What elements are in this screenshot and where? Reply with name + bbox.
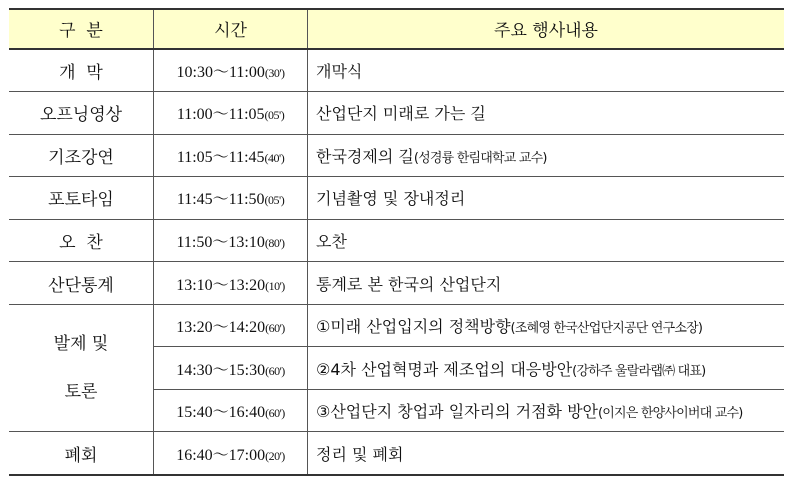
table-row (9, 177, 784, 220)
description-text: 오찬 (316, 231, 347, 251)
time-range: 14:30～15:30 (176, 361, 266, 379)
speaker-note: (성경륭 한림대학교 교수) (413, 150, 547, 166)
table-header-row (9, 9, 784, 49)
duration: (40') (264, 150, 285, 165)
duration: (60') (265, 363, 285, 378)
time-range: 11:45～11:50 (176, 191, 265, 209)
row-category: 산단통계 (9, 262, 154, 305)
table-row (9, 262, 784, 305)
duration: (10') (265, 278, 285, 293)
row-description (308, 347, 785, 390)
table-row (9, 92, 784, 135)
time-range: 11:00～11:05 (176, 106, 265, 124)
row-time (154, 347, 308, 390)
description-text: 정리 및 폐회 (316, 444, 404, 464)
time-range: 15:40～16:40 (176, 404, 266, 422)
row-time (154, 219, 308, 262)
row-time (154, 177, 308, 220)
row-time (154, 134, 308, 177)
row-description (308, 177, 785, 220)
table-row (9, 49, 784, 92)
time-range: 10:30～11:00 (176, 63, 265, 81)
row-time (154, 389, 308, 432)
duration: (60') (265, 321, 285, 336)
row-description (308, 92, 785, 135)
duration: (80') (264, 235, 285, 250)
row-category: 개 막 (9, 49, 154, 92)
table-row (9, 219, 784, 262)
table-row (9, 304, 784, 347)
time-range: 16:40～17:00 (176, 446, 266, 464)
row-description (308, 262, 785, 305)
row-description (308, 432, 785, 475)
row-category: 오 찬 (9, 219, 154, 262)
schedule-table (9, 8, 784, 476)
time-range: 13:20～14:20 (176, 319, 266, 337)
header-description: 주요 행사내용 (308, 9, 785, 49)
description-text: ②4차 산업혁명과 제조업의 대응방안 (316, 359, 573, 379)
speaker-note: (조혜영 한국산업단지공단 연구소장) (510, 321, 703, 337)
row-description (308, 134, 785, 177)
row-time (154, 262, 308, 305)
duration: (60') (265, 406, 285, 421)
row-category: 기조강연 (9, 134, 154, 177)
time-range: 11:05～11:45 (176, 148, 265, 166)
row-category-merged (9, 304, 154, 432)
table-row (9, 432, 784, 475)
description-text: 개막식 (316, 61, 363, 81)
header-time: 시간 (154, 9, 308, 49)
row-description (308, 49, 785, 92)
merged-category-line1: 발제 및 (53, 334, 109, 355)
row-description (308, 304, 785, 347)
row-description (308, 219, 785, 262)
description-text: 통계로 본 한국의 산업단지 (316, 274, 502, 294)
row-description (308, 389, 785, 432)
table-row (9, 134, 784, 177)
speaker-note: (이지은 한양사이버대 교수) (597, 406, 743, 422)
duration: (30') (264, 65, 285, 80)
duration: (20') (265, 448, 285, 463)
description-text: 한국경제의 길 (316, 146, 414, 166)
row-category: 폐회 (9, 432, 154, 475)
row-time (154, 304, 308, 347)
merged-category-line2: 토론 (64, 382, 98, 403)
description-text: ③산업단지 창업과 일자리의 거점화 방안 (316, 402, 598, 422)
time-range: 11:50～13:10 (176, 233, 265, 251)
time-range: 13:10～13:20 (176, 276, 266, 294)
row-time (154, 49, 308, 92)
duration: (05') (264, 193, 285, 208)
row-time (154, 432, 308, 475)
description-text: 산업단지 미래로 가는 길 (316, 104, 486, 124)
header-category: 구 분 (9, 9, 154, 49)
speaker-note: (강하주 울랄라랩㈜ 대표) (572, 363, 706, 379)
duration: (05') (264, 108, 285, 123)
row-category: 오프닝영상 (9, 92, 154, 135)
description-text: ①미래 산업입지의 정책방향 (316, 317, 511, 337)
description-text: 기념촬영 및 장내정리 (316, 189, 466, 209)
row-category: 포토타임 (9, 177, 154, 220)
row-time (154, 92, 308, 135)
